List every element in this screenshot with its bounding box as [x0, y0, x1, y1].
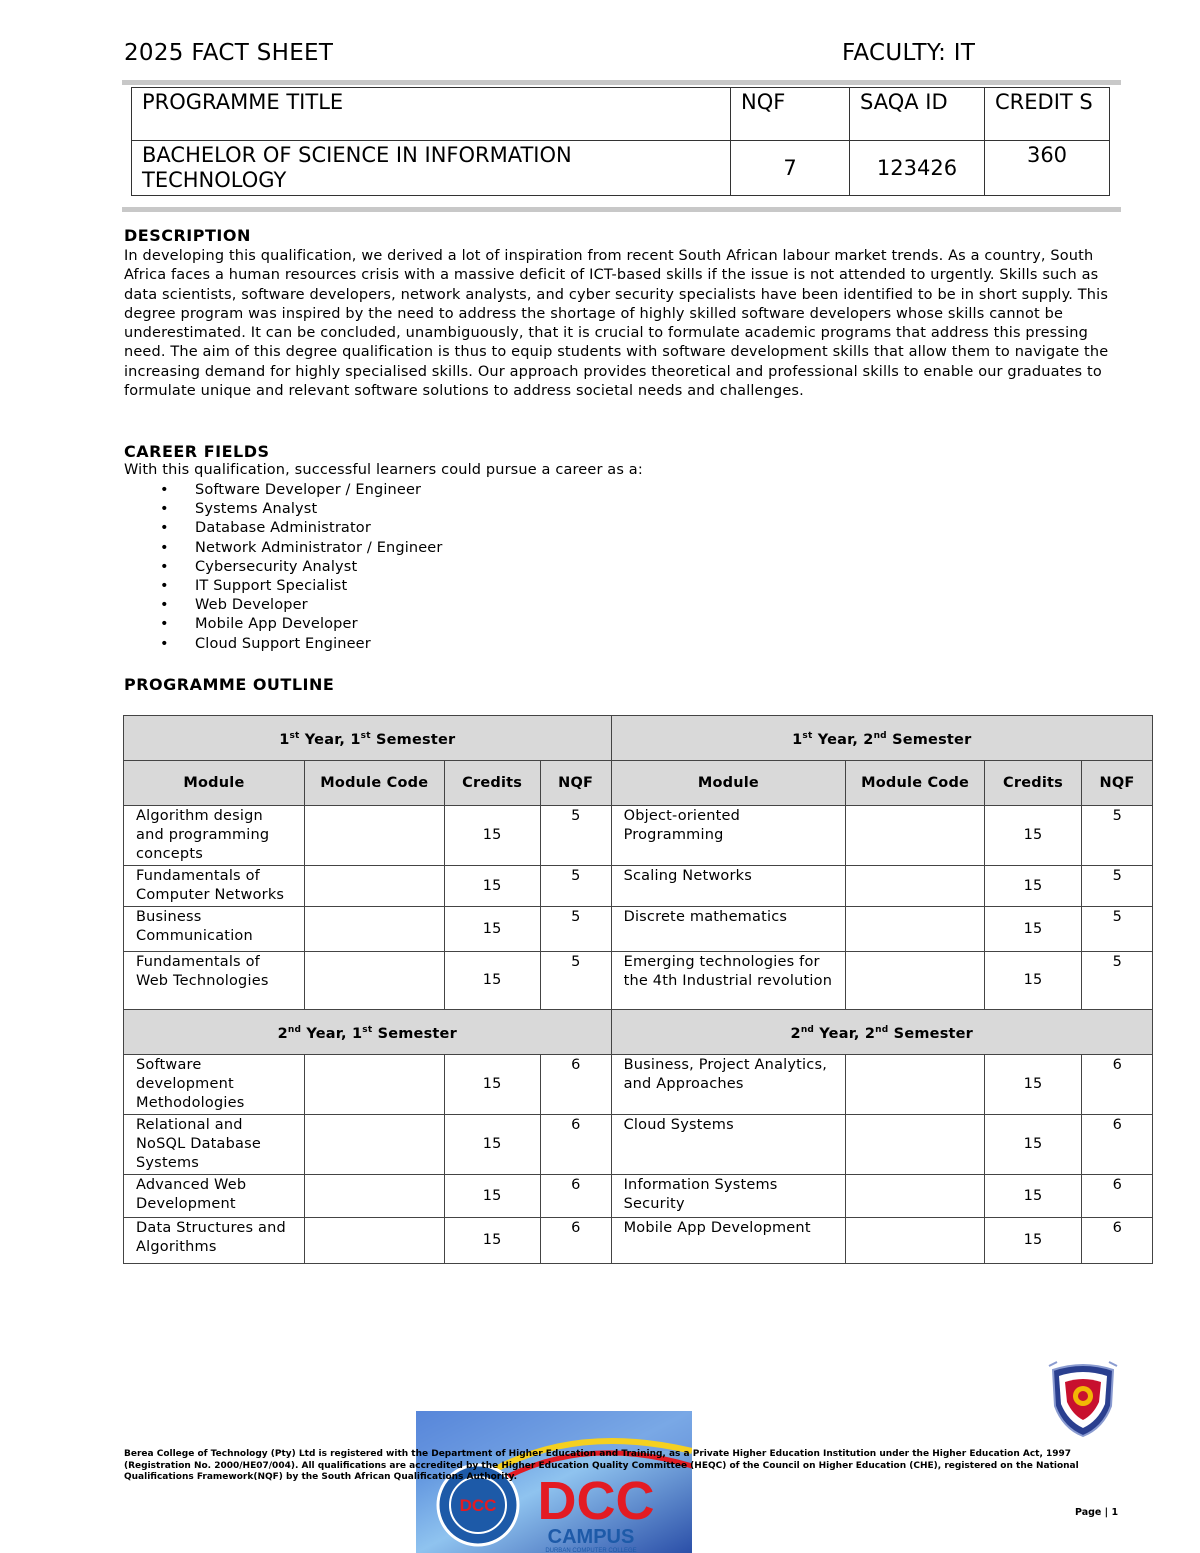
semester-header-y2s2: 2nd Year, 2nd Semester	[611, 1010, 1152, 1055]
nqf-header: NQF	[731, 88, 850, 141]
module-code-cell	[304, 1115, 444, 1175]
programme-outline-table	[123, 715, 1153, 1264]
table-row	[124, 1115, 1153, 1175]
top-divider	[122, 80, 1121, 85]
list-item	[160, 481, 442, 500]
credits-cell: 15	[444, 866, 540, 907]
module-code-cell	[304, 866, 444, 907]
career-list	[160, 481, 442, 654]
career-label: IT Support Specialist	[195, 577, 348, 594]
list-item	[160, 539, 442, 558]
column-header-nqf: NQF	[1081, 761, 1152, 806]
module-cell: Object-oriented Programming	[611, 806, 846, 866]
module-code-cell	[846, 1218, 985, 1264]
bullet-icon: •	[160, 577, 169, 594]
credits-cell: 15	[985, 1055, 1082, 1115]
module-cell: Cloud Systems	[611, 1115, 846, 1175]
module-code-cell	[304, 1175, 444, 1218]
module-code-cell	[304, 1218, 444, 1264]
module-cell: Business, Project Analytics, and Approaches	[611, 1055, 846, 1115]
module-cell: Relational and NoSQL Database Systems	[124, 1115, 305, 1175]
bullet-icon: •	[160, 635, 169, 652]
credits-cell: 15	[444, 952, 540, 1010]
nqf-cell: 6	[540, 1175, 611, 1218]
table-row	[124, 806, 1153, 866]
dcc-small-text: DCC	[459, 1496, 497, 1515]
bullet-icon: •	[160, 539, 169, 556]
module-code-cell	[846, 1115, 985, 1175]
list-item	[160, 635, 442, 654]
list-item	[160, 500, 442, 519]
description-paragraph: In developing this qualification, we derived a lot of inspiration from recent South African labour market trends. As a country, South Africa faces a human resources crisis with a massive deficit of ICT-based skills if the issue is not attended to urgently. Skills such as data scientists, software developers, network analysts, and cyber security specialists have been identified to be in short supply. This degree program was inspired by the need to address the shortage of highly skilled software developers whose skills cannot be underestimated. It can be concluded, unambiguously, that it is crucial to formulate academic programs that address this pressing need. The aim of this degree qualification is thus to equip students with software development skills that allow them to navigate the increasing demand for highly specialised skills. Our approach provides theoretical and professional skills to enable our graduates to formulate unique and relevant software solutions to address societal needs and challenges.	[124, 248, 1109, 400]
list-item	[160, 596, 442, 615]
credits-cell: 15	[444, 1115, 540, 1175]
credits-cell: 15	[985, 1115, 1082, 1175]
nqf-cell: 5	[1081, 952, 1152, 1010]
programme-table	[131, 87, 1110, 196]
credits-cell: 15	[444, 907, 540, 952]
table-row	[124, 1175, 1153, 1218]
saqa-id-header: SAQA ID	[850, 88, 985, 141]
campus-text: CAMPUS	[547, 1526, 635, 1548]
nqf-cell: 5	[1081, 866, 1152, 907]
credits-cell: 15	[985, 866, 1082, 907]
credits-cell: 15	[444, 806, 540, 866]
nqf-cell: 6	[1081, 1175, 1152, 1218]
nqf-cell: 5	[1081, 907, 1152, 952]
module-code-cell	[304, 806, 444, 866]
nqf-cell: 5	[540, 866, 611, 907]
career-label: Network Administrator / Engineer	[195, 539, 443, 556]
page-number: Page | 1	[1075, 1507, 1119, 1518]
career-label: Cybersecurity Analyst	[195, 558, 358, 575]
credits-cell: 15	[444, 1218, 540, 1264]
credits-cell: 15	[985, 952, 1082, 1010]
nqf-cell: 5	[1081, 806, 1152, 866]
module-code-cell	[846, 1175, 985, 1218]
nqf-cell: 6	[1081, 1055, 1152, 1115]
nqf-cell: 5	[540, 806, 611, 866]
list-item	[160, 519, 442, 538]
bullet-icon: •	[160, 558, 169, 575]
bullet-icon: •	[160, 616, 169, 633]
dcc-big-text: DCC	[537, 1471, 655, 1531]
table-row	[124, 866, 1153, 907]
nqf-cell: 6	[540, 1115, 611, 1175]
module-cell: Scaling Networks	[611, 866, 846, 907]
credits-header: CREDIT S	[985, 88, 1110, 141]
credits-cell: 15	[444, 1175, 540, 1218]
bullet-icon: •	[160, 501, 169, 518]
career-label: Systems Analyst	[195, 501, 318, 518]
career-label: Software Developer / Engineer	[195, 482, 422, 498]
nqf-cell: 5	[540, 907, 611, 952]
programme-title-value: BACHELOR OF SCIENCE IN INFORMATION TECHNOLOGY	[132, 141, 731, 196]
nqf-cell: 6	[1081, 1115, 1152, 1175]
column-header-code: Module Code	[304, 761, 444, 806]
nqf-cell: 6	[1081, 1218, 1152, 1264]
description-text	[124, 247, 1120, 401]
fact-sheet-title: 2025 FACT SHEET	[124, 40, 334, 66]
credits-cell: 15	[985, 907, 1082, 952]
module-code-cell	[304, 1055, 444, 1115]
career-label: Cloud Support Engineer	[195, 635, 371, 652]
table-row	[124, 907, 1153, 952]
nqf-cell: 6	[540, 1055, 611, 1115]
saqa-id-value: 123426	[850, 141, 985, 196]
module-cell: Software development Methodologies	[124, 1055, 305, 1115]
credits-cell: 15	[985, 1175, 1082, 1218]
career-label: Database Administrator	[195, 520, 371, 537]
list-item	[160, 615, 442, 634]
module-cell: Business Communication	[124, 907, 305, 952]
nqf-cell: 6	[540, 1218, 611, 1264]
module-cell: Emerging technologies for the 4th Industrial revolution	[611, 952, 846, 1010]
college-crest-logo	[1043, 1358, 1123, 1438]
module-code-cell	[304, 907, 444, 952]
logo-tagline: DURBAN COMPUTER COLLEGE	[545, 1548, 637, 1553]
table-row	[124, 1218, 1153, 1264]
credits-cell: 15	[444, 1055, 540, 1115]
table-row	[124, 952, 1153, 1010]
column-header-credits: Credits	[444, 761, 540, 806]
accreditation-notice: Berea College of Technology (Pty) Ltd is registered with the Department of Higher Education and Training, as a Private Higher Education Institution under the Higher Education Act, 1997 (Registration No. 2000/HE07/004). All qualifications are accredited by the Higher Education Quality Committee (HEQC) of the Council on Higher Education (CHE), registered on the National Qualifications Framework(NQF) by the South African Qualifications Authority.	[124, 1449, 1079, 1482]
table-row	[124, 1055, 1153, 1115]
career-fields-heading: CAREER FIELDS	[124, 442, 270, 461]
career-label: Web Developer	[195, 597, 308, 614]
credits-cell: 15	[985, 806, 1082, 866]
column-header-module: Module	[611, 761, 846, 806]
list-item	[160, 577, 442, 596]
module-cell: Discrete mathematics	[611, 907, 846, 952]
module-code-cell	[846, 866, 985, 907]
module-code-cell	[846, 952, 985, 1010]
faculty-label: FACULTY: IT	[842, 40, 976, 66]
semester-header-y2s1: 2nd Year, 1st Semester	[124, 1010, 612, 1055]
column-header-code: Module Code	[846, 761, 985, 806]
module-cell: Mobile App Development	[611, 1218, 846, 1264]
credits-cell: 15	[985, 1218, 1082, 1264]
module-cell: Fundamentals of Web Technologies	[124, 952, 305, 1010]
semester-header-y1s2: 1st Year, 2nd Semester	[611, 716, 1152, 761]
column-header-module: Module	[124, 761, 305, 806]
module-cell: Fundamentals of Computer Networks	[124, 866, 305, 907]
module-code-cell	[846, 1055, 985, 1115]
nqf-value: 7	[731, 141, 850, 196]
column-header-credits: Credits	[985, 761, 1082, 806]
bullet-icon: •	[160, 520, 169, 537]
bullet-icon: •	[160, 482, 169, 498]
module-code-cell	[846, 907, 985, 952]
module-cell: Information Systems Security	[611, 1175, 846, 1218]
programme-outline-heading: PROGRAMME OUTLINE	[124, 675, 335, 694]
column-header-nqf: NQF	[540, 761, 611, 806]
module-cell: Advanced Web Development	[124, 1175, 305, 1218]
semester-header-y1s1: 1st Year, 1st Semester	[124, 716, 612, 761]
credits-value: 360	[985, 141, 1110, 196]
nqf-cell: 5	[540, 952, 611, 1010]
career-label: Mobile App Developer	[195, 616, 358, 633]
bottom-divider	[122, 207, 1121, 212]
bullet-icon: •	[160, 597, 169, 614]
career-intro: With this qualification, successful learners could pursue a career as a:	[124, 462, 643, 478]
programme-title-header: PROGRAMME TITLE	[132, 88, 731, 141]
module-cell: Algorithm design and programming concepts	[124, 806, 305, 866]
description-heading: DESCRIPTION	[124, 226, 251, 245]
module-code-cell	[846, 806, 985, 866]
list-item	[160, 558, 442, 577]
module-code-cell	[304, 952, 444, 1010]
module-cell: Data Structures and Algorithms	[124, 1218, 305, 1264]
